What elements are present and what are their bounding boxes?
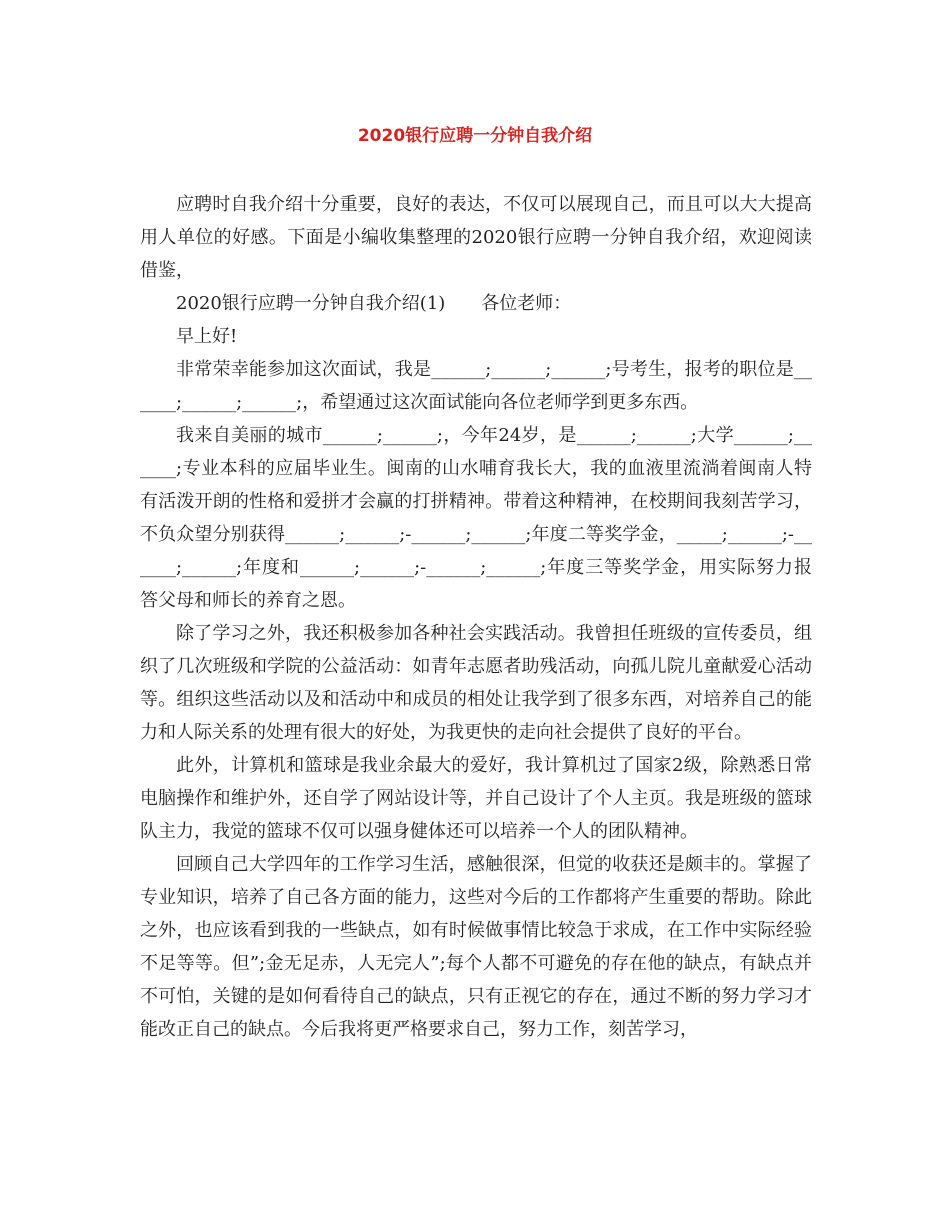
paragraph-intro: 应聘时自我介绍十分重要，良好的表达，不仅可以展现自己，而且可以大大提高用人单位的好感。下面是小编收集整理的2020银行应聘一分钟自我介绍，欢迎阅读借鉴， <box>140 194 812 281</box>
paragraph-reflection: 回顾自己大学四年的工作学习生活，感触很深，但觉的收获还是颇丰的。掌握了专业知识，培养了自己各方面的能力，这些对今后的工作都将产生重要的帮助。除此之外，也应该看到我的一些缺点，如有时候做事情比较急于求成，在工作中实际经验不足等等。但”;金无足赤，人无完人”;每个人都不可避免的存在他的缺点，有缺点并不可怕，关键的是如何看待自己的缺点，只有正视它的存在，通过不断的努力学习才能改正自己的缺点。今后我将更严格要求自己，努力工作，刻苦学习， <box>140 854 812 1040</box>
paragraph-heading-salutation: 2020银行应聘一分钟自我介绍(1) 各位老师： <box>176 293 572 314</box>
document-title: 2020银行应聘一分钟自我介绍 <box>357 126 593 146</box>
paragraph-self-introduction: 非常荣幸能参加这次面试，我是______;______;______;号考生，报考的职位是______;______;______;，希望通过这次面试能向各位老师学到更多东西。 <box>140 359 812 413</box>
paragraph-greeting: 早上好! <box>176 326 238 347</box>
paragraph-hobbies: 此外，计算机和篮球是我业余最大的爱好，我计算机过了国家2级，除熟悉日常电脑操作和维护外，还自学了网站设计等，并自己设计了个人主页。我是班级的篮球队主力，我觉的篮球不仅可以强身健体还可以培养一个人的团队精神。 <box>140 755 812 842</box>
document-body <box>140 188 812 1046</box>
paragraph-activities: 除了学习之外，我还积极参加各种社会实践活动。我曾担任班级的宣传委员，组织了几次班级和学院的公益活动：如青年志愿者助残活动，向孤儿院儿童献爱心活动等。组织这些活动以及和活动中和成员的相处让我学到了很多东西，对培养自己的能力和人际关系的处理有很大的好处，为我更快的走向社会提供了良好的平台。 <box>140 623 812 743</box>
paragraph-background: 我来自美丽的城市______;______;，今年24岁，是______;______;大学______;______;专业本科的应届毕业生。闽南的山水哺育我长大，我的血液里流淌着闽南人特有活泼开朗的性格和爱拼才会赢的打拼精神。带着这种精神，在校期间我刻苦学习，不负众望分别获得______;______;-______;______;年度二等奖学金，_____;______;-______;______;年度和______;______;-______;______;年度三等奖学金，用实际努力报答父母和师长的养育之恩。 <box>140 425 812 611</box>
